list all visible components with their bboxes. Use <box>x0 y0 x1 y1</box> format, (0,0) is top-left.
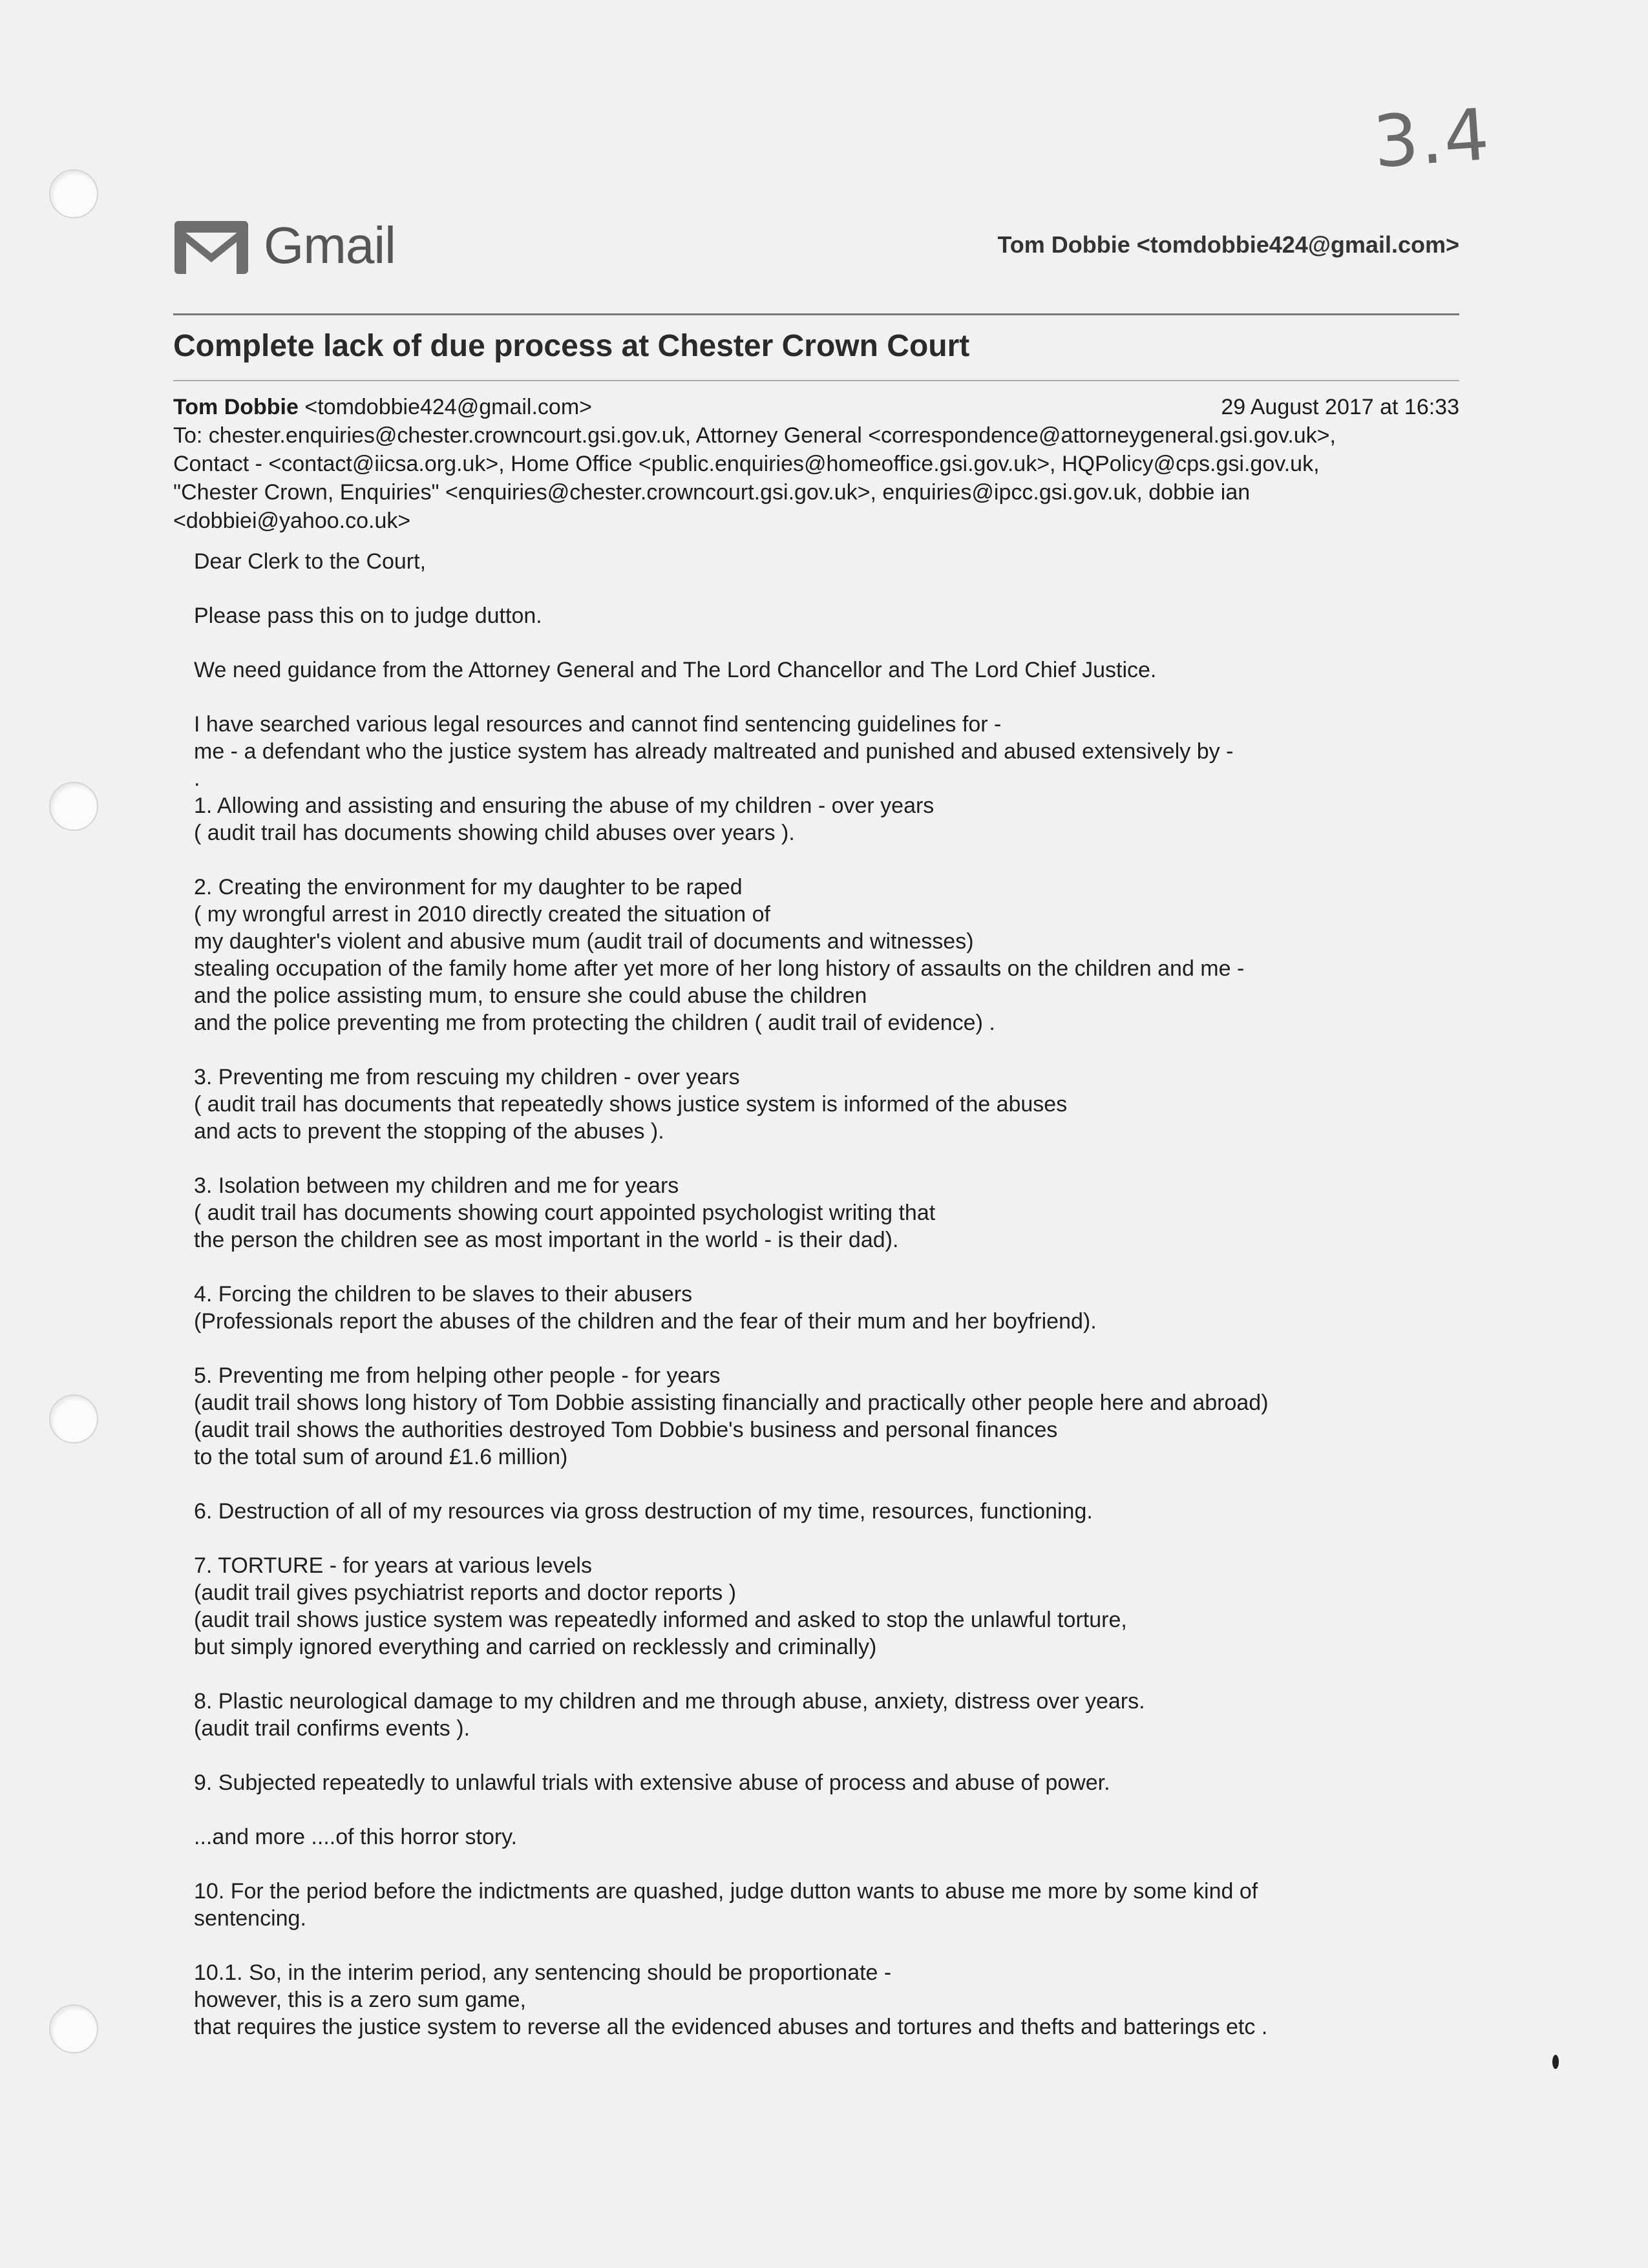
gmail-envelope-icon <box>173 220 249 275</box>
punch-hole <box>49 169 98 218</box>
ink-mark <box>1552 2055 1559 2069</box>
punch-hole <box>49 2004 98 2053</box>
sender-address: <tomdobbie424@gmail.com> <box>298 395 593 419</box>
body-paragraph: 2. Creating the environment for my daughter to be raped ( my wrongful arrest in 2010 directly created the situation of my daughter's violent and abusive mum (audit trail of documents and witnesses) stealing occupation of the family home after yet more of her long history of assaults on the children and me - and the police assisting mum, to ensure she could abuse the children and the police preventing me from protecting the children ( audit trail of evidence) . <box>194 875 1245 1035</box>
body-paragraph: We need guidance from the Attorney General and The Lord Chancellor and The Lord Chief Justice. <box>194 658 1157 682</box>
body-paragraph: 6. Destruction of all of my resources via gross destruction of my time, resources, functioning. <box>194 1499 1093 1524</box>
header-divider <box>173 313 1459 315</box>
handwritten-page-number: 3.4 <box>1370 92 1494 184</box>
punch-hole <box>49 1394 98 1444</box>
gmail-wordmark: Gmail <box>264 216 396 274</box>
body-paragraph: I have searched various legal resources and cannot find sentencing guidelines for - me - a defendant who the justice system has already maltreated and punished and abused extensively by - . 1. Allowing and assisting and ensuring the abuse of my children - over years ( audit trail has documents showing child abuses over years ). <box>194 712 1234 845</box>
body-paragraph: ...and more ....of this horror story. <box>194 1825 518 1849</box>
body-paragraph: 9. Subjected repeatedly to unlawful trials with extensive abuse of process and abuse of power. <box>194 1770 1110 1795</box>
body-paragraph: 3. Preventing me from rescuing my children - over years ( audit trail has documents that repeatedly shows justice system is informed of the abuses and acts to prevent the stopping of the abuses ). <box>194 1065 1068 1144</box>
body-paragraph: Dear Clerk to the Court, <box>194 549 427 574</box>
email-meta <box>173 393 1459 535</box>
subject-divider <box>173 380 1459 381</box>
recipients: To: chester.enquiries@chester.crowncourt.gsi.gov.uk, Attorney General <correspondence@attorneygeneral.gsi.gov.uk>, Contact - <contact@iicsa.org.uk>, Home Office <public.enquiries@homeoffice.gsi.gov.uk>, HQPolicy@cps.gsi.gov.uk, "Chester Crown, Enquiries" <enquiries@chester.crowncourt.gsi.gov.uk>, enquiries@ipcc.gsi.gov.uk, dobbie ian <dobbiei@yahoo.co.uk> <box>173 423 1336 533</box>
gmail-header <box>173 205 1459 274</box>
body-paragraph: 10. For the period before the indictments are quashed, judge dutton wants to abuse me more by some kind of sentencing. <box>194 1879 1258 1931</box>
account-address: Tom Dobbie <tomdobbie424@gmail.com> <box>997 231 1459 258</box>
body-paragraph: Please pass this on to judge dutton. <box>194 604 542 628</box>
body-paragraph: 3. Isolation between my children and me for years ( audit trail has documents showing court appointed psychologist writing that the person the children see as most important in the world - is their dad). <box>194 1173 936 1252</box>
body-paragraph: 10.1. So, in the interim period, any sentencing should be proportionate - however, this is a zero sum game, that requires the justice system to reverse all the evidenced abuses and tortures and thefts and batterings etc . <box>194 1960 1268 2039</box>
body-paragraph: 8. Plastic neurological damage to my children and me through abuse, anxiety, distress over years. (audit trail confirms events ). <box>194 1689 1145 1741</box>
email-subject: Complete lack of due process at Chester Crown Court <box>173 329 970 363</box>
sender-name: Tom Dobbie <box>173 395 299 419</box>
email-body <box>194 548 1461 2068</box>
body-paragraph: 5. Preventing me from helping other people - for years (audit trail shows long history of Tom Dobbie assisting financially and practically other people here and abroad) (audit trail shows the authorities destroyed Tom Dobbie's business and personal finances to the total sum of around £1.6 million) <box>194 1363 1269 1469</box>
body-paragraph: 7. TORTURE - for years at various levels (audit trail gives psychiatrist reports and doctor reports ) (audit trail shows justice system was repeatedly informed and asked to stop the unlawful torture, but simply ignored everything and carried on recklessly and criminally) <box>194 1553 1127 1659</box>
email-date: 29 August 2017 at 16:33 <box>1221 395 1459 419</box>
body-paragraph: 4. Forcing the children to be slaves to their abusers (Professionals report the abuses of the children and the fear of their mum and her boyfriend). <box>194 1282 1097 1334</box>
punch-hole <box>49 782 98 831</box>
